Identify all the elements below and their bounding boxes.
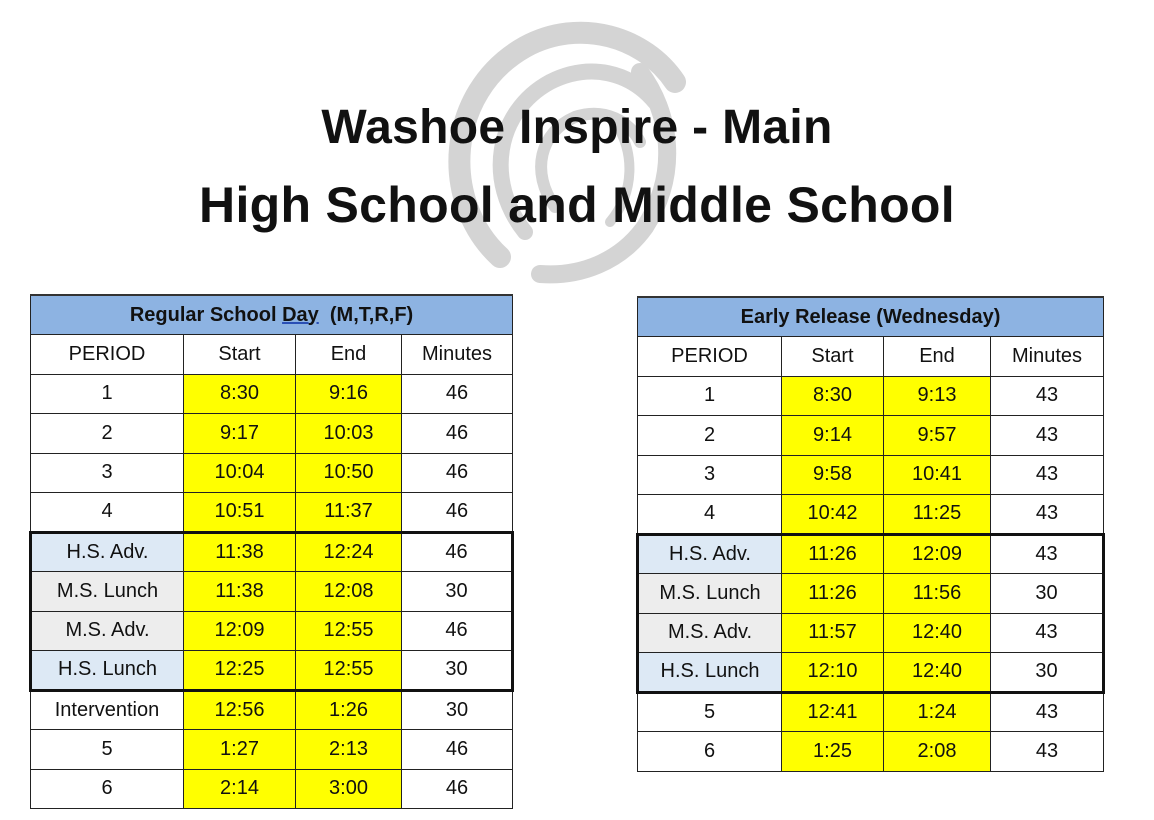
early-release-heading: Early Release (Wednesday) <box>638 297 1104 337</box>
minutes-cell: 43 <box>991 455 1104 495</box>
start-cell: 12:56 <box>184 690 296 730</box>
start-cell: 11:26 <box>782 534 884 574</box>
table-row <box>31 453 513 493</box>
table-row <box>31 374 513 414</box>
table-row <box>31 572 513 612</box>
start-cell: 12:41 <box>782 692 884 732</box>
minutes-cell: 46 <box>402 414 513 454</box>
start-cell: 12:10 <box>782 653 884 693</box>
col-start: Start <box>184 335 296 375</box>
minutes-cell: 43 <box>991 613 1104 653</box>
end-cell: 12:40 <box>884 653 991 693</box>
end-cell: 9:57 <box>884 416 991 456</box>
start-cell: 11:57 <box>782 613 884 653</box>
end-cell: 2:08 <box>884 732 991 772</box>
end-cell: 12:40 <box>884 613 991 653</box>
period-cell: H.S. Adv. <box>31 532 184 572</box>
column-header-row <box>638 337 1104 377</box>
period-cell: 4 <box>638 495 782 535</box>
table-row <box>31 414 513 454</box>
start-cell: 10:51 <box>184 493 296 533</box>
minutes-cell: 46 <box>402 730 513 770</box>
minutes-cell: 46 <box>402 493 513 533</box>
period-cell: 6 <box>31 769 184 809</box>
minutes-cell: 43 <box>991 692 1104 732</box>
period-cell: 3 <box>31 453 184 493</box>
regular-schedule-table <box>29 294 514 809</box>
end-cell: 10:41 <box>884 455 991 495</box>
period-cell: M.S. Lunch <box>638 574 782 614</box>
period-cell: 1 <box>31 374 184 414</box>
period-cell: 3 <box>638 455 782 495</box>
table-row <box>31 532 513 572</box>
start-cell: 11:38 <box>184 532 296 572</box>
start-cell: 1:25 <box>782 732 884 772</box>
table-row <box>638 376 1104 416</box>
period-cell: 6 <box>638 732 782 772</box>
minutes-cell: 30 <box>991 653 1104 693</box>
minutes-cell: 46 <box>402 769 513 809</box>
end-cell: 12:55 <box>296 651 402 691</box>
period-cell: 2 <box>638 416 782 456</box>
table-row <box>31 769 513 809</box>
table-row <box>638 495 1104 535</box>
table-row <box>31 611 513 651</box>
start-cell: 2:14 <box>184 769 296 809</box>
minutes-cell: 43 <box>991 534 1104 574</box>
col-end: End <box>884 337 991 377</box>
period-cell: H.S. Lunch <box>31 651 184 691</box>
period-cell: H.S. Lunch <box>638 653 782 693</box>
table-row <box>31 651 513 691</box>
start-cell: 12:25 <box>184 651 296 691</box>
table-row <box>638 692 1104 732</box>
table-row <box>31 730 513 770</box>
start-cell: 9:58 <box>782 455 884 495</box>
start-cell: 10:42 <box>782 495 884 535</box>
minutes-cell: 30 <box>402 651 513 691</box>
start-cell: 10:04 <box>184 453 296 493</box>
start-cell: 9:14 <box>782 416 884 456</box>
minutes-cell: 46 <box>402 532 513 572</box>
period-cell: 4 <box>31 493 184 533</box>
start-cell: 12:09 <box>184 611 296 651</box>
page-title-line2: High School and Middle School <box>199 177 955 233</box>
minutes-cell: 43 <box>991 495 1104 535</box>
table-row <box>31 493 513 533</box>
end-cell: 9:13 <box>884 376 991 416</box>
col-period: PERIOD <box>31 335 184 375</box>
minutes-cell: 46 <box>402 453 513 493</box>
col-minutes: Minutes <box>991 337 1104 377</box>
minutes-cell: 46 <box>402 374 513 414</box>
col-period: PERIOD <box>638 337 782 377</box>
table-row <box>638 732 1104 772</box>
end-cell: 11:37 <box>296 493 402 533</box>
start-cell: 8:30 <box>782 376 884 416</box>
end-cell: 12:09 <box>884 534 991 574</box>
end-cell: 9:16 <box>296 374 402 414</box>
col-minutes: Minutes <box>402 335 513 375</box>
period-cell: M.S. Lunch <box>31 572 184 612</box>
column-header-row <box>31 335 513 375</box>
end-cell: 11:25 <box>884 495 991 535</box>
table-row <box>638 455 1104 495</box>
start-cell: 11:38 <box>184 572 296 612</box>
start-cell: 8:30 <box>184 374 296 414</box>
period-cell: Intervention <box>31 690 184 730</box>
early-release-schedule-table <box>636 296 1105 772</box>
minutes-cell: 30 <box>991 574 1104 614</box>
period-cell: 5 <box>638 692 782 732</box>
period-cell: 2 <box>31 414 184 454</box>
end-cell: 12:08 <box>296 572 402 612</box>
minutes-cell: 30 <box>402 572 513 612</box>
table-row <box>638 534 1104 574</box>
minutes-cell: 46 <box>402 611 513 651</box>
period-cell: M.S. Adv. <box>31 611 184 651</box>
period-cell: 1 <box>638 376 782 416</box>
end-cell: 10:03 <box>296 414 402 454</box>
col-start: Start <box>782 337 884 377</box>
period-cell: H.S. Adv. <box>638 534 782 574</box>
table-row <box>31 690 513 730</box>
col-end: End <box>296 335 402 375</box>
end-cell: 10:50 <box>296 453 402 493</box>
table-row <box>638 613 1104 653</box>
minutes-cell: 43 <box>991 732 1104 772</box>
end-cell: 2:13 <box>296 730 402 770</box>
minutes-cell: 43 <box>991 416 1104 456</box>
regular-schedule-heading: Regular School Day (M,T,R,F) <box>31 295 513 335</box>
period-cell: M.S. Adv. <box>638 613 782 653</box>
end-cell: 1:24 <box>884 692 991 732</box>
period-cell: 5 <box>31 730 184 770</box>
table-row <box>638 574 1104 614</box>
end-cell: 1:26 <box>296 690 402 730</box>
end-cell: 12:24 <box>296 532 402 572</box>
minutes-cell: 43 <box>991 376 1104 416</box>
end-cell: 11:56 <box>884 574 991 614</box>
page-title-line1: Washoe Inspire - Main <box>321 101 833 154</box>
start-cell: 9:17 <box>184 414 296 454</box>
table-row <box>638 653 1104 693</box>
table-row <box>638 416 1104 456</box>
start-cell: 11:26 <box>782 574 884 614</box>
start-cell: 1:27 <box>184 730 296 770</box>
minutes-cell: 30 <box>402 690 513 730</box>
end-cell: 3:00 <box>296 769 402 809</box>
end-cell: 12:55 <box>296 611 402 651</box>
